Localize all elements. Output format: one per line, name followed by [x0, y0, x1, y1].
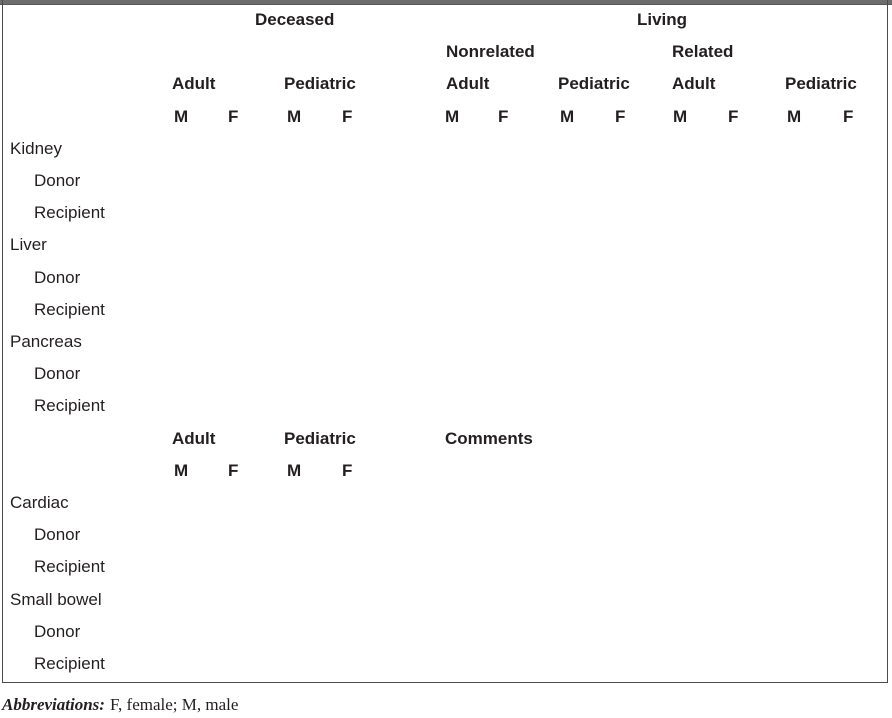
table-row — [0, 622, 892, 642]
sex-header-m: M — [445, 107, 460, 126]
row-label-donor: Donor — [34, 268, 81, 287]
group-header-row — [0, 10, 892, 30]
table-row — [0, 590, 892, 610]
table-row — [0, 364, 892, 384]
row-label-recipient: Recipient — [34, 557, 105, 576]
sex-header-row — [0, 107, 892, 127]
table-row — [0, 396, 892, 416]
row-label-donor: Donor — [34, 364, 81, 383]
table-row — [0, 203, 892, 223]
nonrelated-pediatric-header: Pediatric — [558, 74, 630, 93]
sex-header-f: F — [615, 107, 626, 126]
table-row — [0, 171, 892, 191]
deceased-adult-header: Adult — [172, 74, 216, 93]
sex-header-f: F — [342, 107, 353, 126]
sex-header-m: M — [287, 461, 302, 480]
row-label-recipient: Recipient — [34, 300, 105, 319]
deceased-pediatric-header: Pediatric — [284, 74, 356, 93]
table-row — [0, 268, 892, 288]
sex-header-f: F — [728, 107, 739, 126]
group-header-living: Living — [637, 10, 688, 29]
sex-header-f: F — [498, 107, 509, 126]
row-label-kidney: Kidney — [10, 139, 62, 158]
row-label-pancreas: Pancreas — [10, 332, 82, 351]
table-row — [0, 300, 892, 320]
subgroup-header-related: Related — [672, 42, 734, 61]
row-label-donor: Donor — [34, 622, 81, 641]
group-header-deceased: Deceased — [255, 10, 335, 29]
row-label-cardiac: Cardiac — [10, 493, 69, 512]
row-label-recipient: Recipient — [34, 396, 105, 415]
sex-header-f: F — [228, 107, 239, 126]
section2-header-row — [0, 429, 892, 449]
footnote-abbreviations-text: F, female; M, male — [109, 695, 239, 714]
table-row — [0, 493, 892, 513]
table-row — [0, 139, 892, 159]
sex-header-m: M — [560, 107, 575, 126]
sex-header-m: M — [787, 107, 802, 126]
related-adult-header: Adult — [672, 74, 716, 93]
section2-pediatric-header: Pediatric — [284, 429, 356, 448]
sex-header-f: F — [228, 461, 239, 480]
table-row — [0, 557, 892, 577]
nonrelated-adult-header: Adult — [446, 74, 490, 93]
sex-header-f: F — [342, 461, 353, 480]
comments-header: Comments — [445, 429, 533, 448]
sex-header-m: M — [174, 461, 189, 480]
sex-header-m: M — [174, 107, 189, 126]
row-label-recipient: Recipient — [34, 203, 105, 222]
subgroup-header-nonrelated: Nonrelated — [446, 42, 535, 61]
row-label-small-bowel: Small bowel — [10, 590, 102, 609]
section2-sex-header-row — [0, 461, 892, 481]
footnote-abbreviations-label: Abbreviations: — [2, 695, 105, 714]
table-row — [0, 525, 892, 545]
sex-header-f: F — [843, 107, 854, 126]
table-row — [0, 654, 892, 674]
footnote-abbreviations — [2, 694, 238, 715]
table-row — [0, 332, 892, 352]
row-label-liver: Liver — [10, 235, 47, 254]
section2-adult-header: Adult — [172, 429, 216, 448]
sex-header-m: M — [287, 107, 302, 126]
related-pediatric-header: Pediatric — [785, 74, 857, 93]
sex-header-m: M — [673, 107, 688, 126]
row-label-donor: Donor — [34, 525, 81, 544]
row-label-recipient: Recipient — [34, 654, 105, 673]
table-row — [0, 235, 892, 255]
subgroup-header-row — [0, 42, 892, 62]
row-label-donor: Donor — [34, 171, 81, 190]
age-header-row — [0, 74, 892, 94]
